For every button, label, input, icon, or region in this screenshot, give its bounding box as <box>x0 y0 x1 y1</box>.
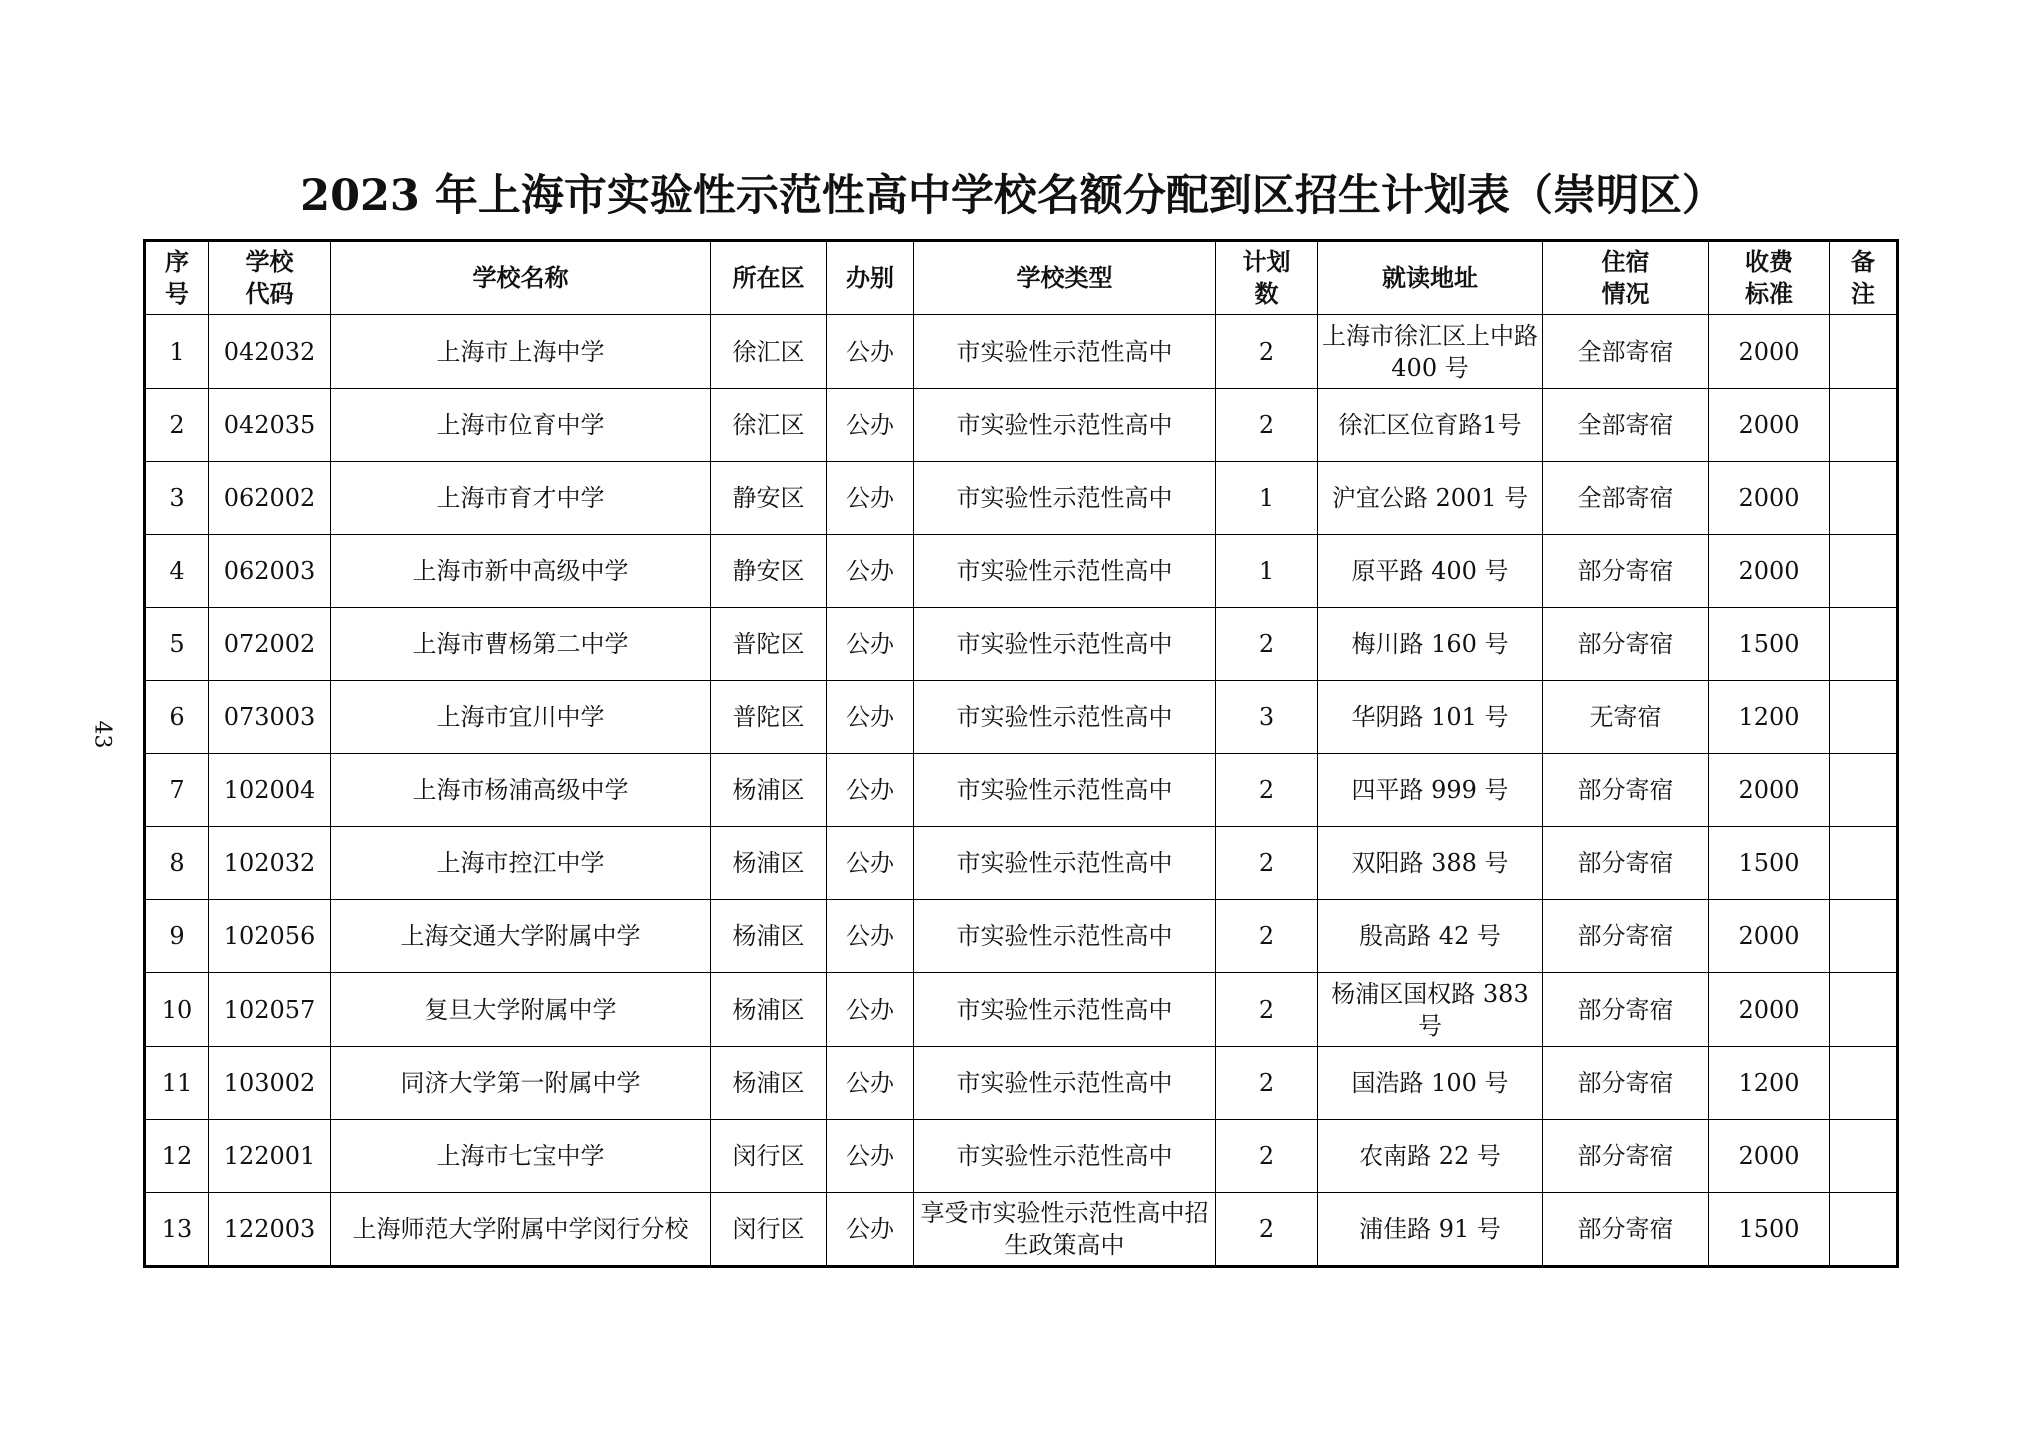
header-boarding-line: 住宿 <box>1601 248 1650 276</box>
cell-district: 闵行区 <box>711 1120 827 1193</box>
cell-plan-count: 2 <box>1216 827 1318 900</box>
cell-school-name: 上海师范大学附属中学闵行分校 <box>331 1193 711 1267</box>
cell-district: 徐汇区 <box>711 389 827 462</box>
header-boarding <box>1543 241 1709 315</box>
header-address-line: 就读地址 <box>1382 264 1478 292</box>
cell-school-name: 上海市位育中学 <box>331 389 711 462</box>
table-row <box>145 900 1898 973</box>
cell-boarding: 部分寄宿 <box>1543 1120 1709 1193</box>
table-row <box>145 973 1898 1047</box>
cell-index: 9 <box>145 900 209 973</box>
cell-school-code: 062003 <box>209 535 331 608</box>
header-remarks-line: 注 <box>1851 280 1875 308</box>
cell-plan-count: 2 <box>1216 608 1318 681</box>
page-number: 43 <box>89 720 115 749</box>
header-school-type <box>914 241 1216 315</box>
cell-index: 11 <box>145 1047 209 1120</box>
table-row <box>145 1193 1898 1267</box>
cell-boarding: 部分寄宿 <box>1543 1047 1709 1120</box>
header-school-code-line: 学校 <box>245 248 294 276</box>
cell-index: 2 <box>145 389 209 462</box>
cell-remarks <box>1830 754 1898 827</box>
header-school-name-line: 学校名称 <box>472 264 569 292</box>
cell-fee: 2000 <box>1709 389 1830 462</box>
cell-index: 10 <box>145 973 209 1047</box>
cell-school-type: 市实验性示范性高中 <box>914 315 1216 389</box>
table-row <box>145 1120 1898 1193</box>
cell-index: 12 <box>145 1120 209 1193</box>
cell-address: 双阳路 388 号 <box>1318 827 1543 900</box>
header-plan-count <box>1216 241 1318 315</box>
header-address <box>1318 241 1543 315</box>
cell-fee: 1200 <box>1709 1047 1830 1120</box>
cell-school-name: 复旦大学附属中学 <box>331 973 711 1047</box>
cell-plan-count: 2 <box>1216 754 1318 827</box>
header-index-line: 号 <box>165 280 189 308</box>
table-row <box>145 315 1898 389</box>
cell-fee: 2000 <box>1709 973 1830 1047</box>
cell-school-name: 上海市上海中学 <box>331 315 711 389</box>
cell-address: 殷高路 42 号 <box>1318 900 1543 973</box>
cell-school-name: 上海市杨浦高级中学 <box>331 754 711 827</box>
cell-school-code: 103002 <box>209 1047 331 1120</box>
cell-fee: 1500 <box>1709 827 1830 900</box>
header-school-code <box>209 241 331 315</box>
cell-boarding: 部分寄宿 <box>1543 827 1709 900</box>
cell-address: 上海市徐汇区上中路 400 号 <box>1318 315 1543 389</box>
cell-address: 浦佳路 91 号 <box>1318 1193 1543 1267</box>
cell-plan-count: 2 <box>1216 1193 1318 1267</box>
cell-index: 8 <box>145 827 209 900</box>
cell-ownership: 公办 <box>827 1120 914 1193</box>
cell-ownership: 公办 <box>827 462 914 535</box>
cell-address: 农南路 22 号 <box>1318 1120 1543 1193</box>
cell-fee: 1500 <box>1709 608 1830 681</box>
cell-school-name: 上海市曹杨第二中学 <box>331 608 711 681</box>
cell-school-type: 市实验性示范性高中 <box>914 754 1216 827</box>
cell-index: 6 <box>145 681 209 754</box>
cell-school-name: 上海市新中高级中学 <box>331 535 711 608</box>
cell-school-code: 122001 <box>209 1120 331 1193</box>
cell-remarks <box>1830 608 1898 681</box>
cell-school-type: 市实验性示范性高中 <box>914 1047 1216 1120</box>
cell-boarding: 全部寄宿 <box>1543 462 1709 535</box>
header-fee-line: 收费 <box>1745 248 1793 276</box>
cell-plan-count: 3 <box>1216 681 1318 754</box>
cell-school-type: 享受市实验性示范性高中招生政策高中 <box>914 1193 1216 1267</box>
cell-remarks <box>1830 900 1898 973</box>
cell-remarks <box>1830 681 1898 754</box>
cell-fee: 2000 <box>1709 900 1830 973</box>
cell-fee: 2000 <box>1709 1120 1830 1193</box>
cell-school-code: 042035 <box>209 389 331 462</box>
cell-address: 梅川路 160 号 <box>1318 608 1543 681</box>
cell-ownership: 公办 <box>827 608 914 681</box>
cell-school-type: 市实验性示范性高中 <box>914 827 1216 900</box>
cell-remarks <box>1830 1047 1898 1120</box>
cell-address: 华阴路 101 号 <box>1318 681 1543 754</box>
cell-ownership: 公办 <box>827 1193 914 1267</box>
cell-remarks <box>1830 973 1898 1047</box>
cell-boarding: 无寄宿 <box>1543 681 1709 754</box>
cell-school-code: 102032 <box>209 827 331 900</box>
cell-district: 闵行区 <box>711 1193 827 1267</box>
cell-school-code: 122003 <box>209 1193 331 1267</box>
cell-school-type: 市实验性示范性高中 <box>914 973 1216 1047</box>
header-district-line: 所在区 <box>732 264 805 292</box>
table-header-row <box>145 241 1898 315</box>
header-plan-count-line: 计划 <box>1242 248 1291 276</box>
cell-ownership: 公办 <box>827 973 914 1047</box>
cell-remarks <box>1830 1193 1898 1267</box>
cell-school-name: 上海交通大学附属中学 <box>331 900 711 973</box>
cell-address: 杨浦区国权路 383 号 <box>1318 973 1543 1047</box>
cell-ownership: 公办 <box>827 315 914 389</box>
cell-school-code: 042032 <box>209 315 331 389</box>
cell-fee: 2000 <box>1709 754 1830 827</box>
cell-address: 原平路 400 号 <box>1318 535 1543 608</box>
table-row <box>145 681 1898 754</box>
cell-school-code: 102056 <box>209 900 331 973</box>
cell-plan-count: 2 <box>1216 1047 1318 1120</box>
header-plan-count-line: 数 <box>1254 280 1279 308</box>
cell-fee: 2000 <box>1709 462 1830 535</box>
cell-plan-count: 2 <box>1216 389 1318 462</box>
header-remarks-line: 备 <box>1851 248 1875 276</box>
cell-address: 国浩路 100 号 <box>1318 1047 1543 1120</box>
header-school-name <box>331 241 711 315</box>
cell-ownership: 公办 <box>827 827 914 900</box>
header-district <box>711 241 827 315</box>
cell-school-name: 同济大学第一附属中学 <box>331 1047 711 1120</box>
cell-school-type: 市实验性示范性高中 <box>914 681 1216 754</box>
cell-ownership: 公办 <box>827 535 914 608</box>
cell-district: 普陀区 <box>711 681 827 754</box>
header-fee <box>1709 241 1830 315</box>
cell-address: 沪宜公路 2001 号 <box>1318 462 1543 535</box>
header-fee-line: 标准 <box>1745 280 1793 308</box>
cell-boarding: 部分寄宿 <box>1543 900 1709 973</box>
cell-index: 7 <box>145 754 209 827</box>
table-row <box>145 754 1898 827</box>
header-index-line: 序 <box>165 248 189 276</box>
header-remarks <box>1830 241 1898 315</box>
cell-plan-count: 2 <box>1216 315 1318 389</box>
cell-remarks <box>1830 535 1898 608</box>
cell-remarks <box>1830 1120 1898 1193</box>
cell-index: 5 <box>145 608 209 681</box>
cell-boarding: 部分寄宿 <box>1543 973 1709 1047</box>
cell-school-name: 上海市控江中学 <box>331 827 711 900</box>
table-row <box>145 1047 1898 1120</box>
table-row <box>145 827 1898 900</box>
cell-fee: 2000 <box>1709 315 1830 389</box>
table-row <box>145 535 1898 608</box>
cell-school-name: 上海市七宝中学 <box>331 1120 711 1193</box>
cell-index: 13 <box>145 1193 209 1267</box>
table-row <box>145 389 1898 462</box>
cell-ownership: 公办 <box>827 389 914 462</box>
cell-plan-count: 2 <box>1216 900 1318 973</box>
cell-school-code: 062002 <box>209 462 331 535</box>
table-row <box>145 462 1898 535</box>
cell-boarding: 全部寄宿 <box>1543 389 1709 462</box>
cell-address: 徐汇区位育路1号 <box>1318 389 1543 462</box>
cell-remarks <box>1830 315 1898 389</box>
header-school-type-line: 学校类型 <box>1016 264 1113 292</box>
cell-fee: 2000 <box>1709 535 1830 608</box>
cell-school-code: 072002 <box>209 608 331 681</box>
cell-district: 杨浦区 <box>711 827 827 900</box>
cell-remarks <box>1830 389 1898 462</box>
cell-plan-count: 2 <box>1216 973 1318 1047</box>
header-boarding-line: 情况 <box>1601 280 1650 308</box>
cell-school-type: 市实验性示范性高中 <box>914 462 1216 535</box>
cell-ownership: 公办 <box>827 754 914 827</box>
cell-index: 4 <box>145 535 209 608</box>
header-index <box>145 241 209 315</box>
cell-index: 3 <box>145 462 209 535</box>
cell-school-name: 上海市宜川中学 <box>331 681 711 754</box>
cell-school-code: 102057 <box>209 973 331 1047</box>
enrollment-plan-table <box>143 239 1899 1268</box>
cell-district: 杨浦区 <box>711 754 827 827</box>
cell-school-code: 102004 <box>209 754 331 827</box>
cell-district: 杨浦区 <box>711 900 827 973</box>
cell-school-type: 市实验性示范性高中 <box>914 389 1216 462</box>
header-ownership-line: 办别 <box>846 264 894 292</box>
cell-school-code: 073003 <box>209 681 331 754</box>
cell-ownership: 公办 <box>827 1047 914 1120</box>
cell-school-type: 市实验性示范性高中 <box>914 535 1216 608</box>
cell-school-type: 市实验性示范性高中 <box>914 900 1216 973</box>
cell-boarding: 全部寄宿 <box>1543 315 1709 389</box>
cell-fee: 1200 <box>1709 681 1830 754</box>
cell-remarks <box>1830 462 1898 535</box>
cell-address: 四平路 999 号 <box>1318 754 1543 827</box>
cell-ownership: 公办 <box>827 900 914 973</box>
cell-district: 徐汇区 <box>711 315 827 389</box>
document-title: 2023 年上海市实验性示范性高中学校名额分配到区招生计划表（崇明区） <box>300 171 1725 221</box>
cell-ownership: 公办 <box>827 681 914 754</box>
cell-school-name: 上海市育才中学 <box>331 462 711 535</box>
cell-district: 杨浦区 <box>711 1047 827 1120</box>
cell-boarding: 部分寄宿 <box>1543 1193 1709 1267</box>
cell-index: 1 <box>145 315 209 389</box>
header-ownership <box>827 241 914 315</box>
cell-district: 杨浦区 <box>711 973 827 1047</box>
cell-district: 普陀区 <box>711 608 827 681</box>
table-row <box>145 608 1898 681</box>
cell-boarding: 部分寄宿 <box>1543 608 1709 681</box>
cell-boarding: 部分寄宿 <box>1543 535 1709 608</box>
cell-plan-count: 2 <box>1216 1120 1318 1193</box>
cell-boarding: 部分寄宿 <box>1543 754 1709 827</box>
cell-fee: 1500 <box>1709 1193 1830 1267</box>
cell-school-type: 市实验性示范性高中 <box>914 608 1216 681</box>
cell-district: 静安区 <box>711 535 827 608</box>
cell-plan-count: 1 <box>1216 535 1318 608</box>
cell-plan-count: 1 <box>1216 462 1318 535</box>
cell-district: 静安区 <box>711 462 827 535</box>
cell-remarks <box>1830 827 1898 900</box>
cell-school-type: 市实验性示范性高中 <box>914 1120 1216 1193</box>
header-school-code-line: 代码 <box>245 280 294 308</box>
